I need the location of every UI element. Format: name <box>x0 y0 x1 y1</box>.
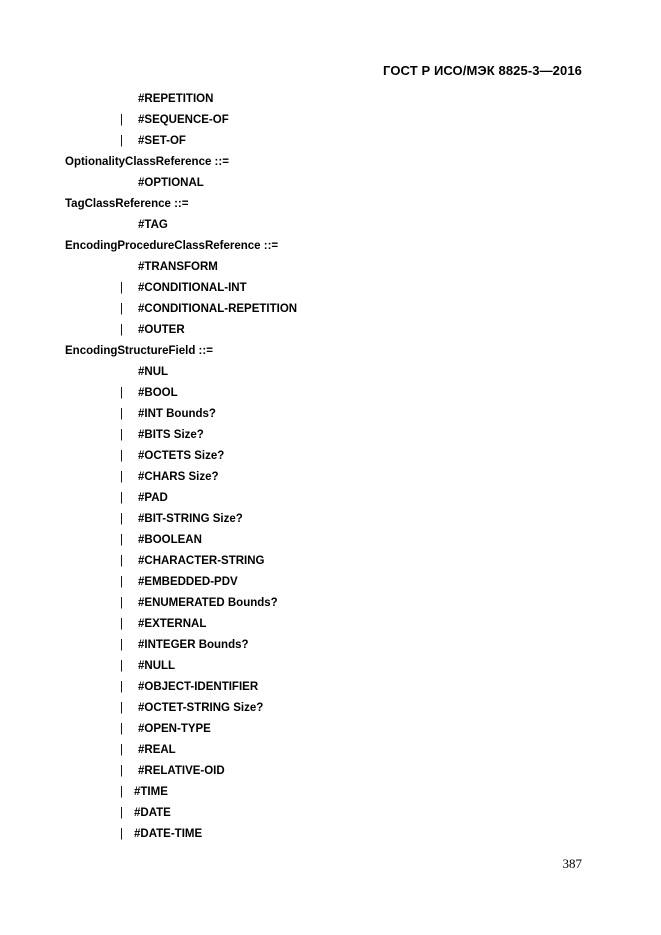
alternative-text: #CONDITIONAL-REPETITION <box>138 303 298 315</box>
alternative-line <box>0 364 661 385</box>
alternative-bar: | <box>120 639 123 651</box>
alternative-bar: | <box>120 828 123 840</box>
alternative-text: #OCTET-STRING Size? <box>138 702 264 714</box>
alternative-text: #TAG <box>138 219 168 231</box>
alternative-bar: | <box>120 681 123 693</box>
alternative-bar: | <box>120 114 123 126</box>
alternative-line <box>0 763 661 784</box>
alternative-bar: | <box>120 408 123 420</box>
alternative-text: #OPEN-TYPE <box>138 723 211 735</box>
alternative-bar: | <box>120 282 123 294</box>
alternative-text: #BITS Size? <box>138 429 204 441</box>
alternative-text: #NUL <box>138 366 169 378</box>
alternative-text: #PAD <box>138 492 168 504</box>
alternative-text: #TIME <box>134 786 168 798</box>
alternative-line <box>0 784 661 805</box>
alternative-text: #RELATIVE-OID <box>138 765 225 777</box>
alternative-text: #DATE-TIME <box>134 828 203 840</box>
alternative-text: #EXTERNAL <box>138 618 207 630</box>
alternative-line <box>0 133 661 154</box>
alternative-line <box>0 280 661 301</box>
alternative-line <box>0 742 661 763</box>
alternative-text: #CHARACTER-STRING <box>138 555 265 567</box>
alternative-text: #BOOL <box>138 387 178 399</box>
alternative-line <box>0 490 661 511</box>
alternative-text: #CONDITIONAL-INT <box>138 282 247 294</box>
alternative-text: #OCTETS Size? <box>138 450 225 462</box>
production-line <box>0 196 661 217</box>
alternative-bar: | <box>120 471 123 483</box>
alternative-line <box>0 511 661 532</box>
alternative-bar: | <box>120 135 123 147</box>
alternative-line <box>0 406 661 427</box>
alternative-line <box>0 469 661 490</box>
grammar-listing <box>0 91 661 847</box>
alternative-line <box>0 658 661 679</box>
production-name: EncodingStructureField ::= <box>65 345 213 357</box>
alternative-text: #OUTER <box>138 324 185 336</box>
alternative-line <box>0 448 661 469</box>
alternative-line <box>0 385 661 406</box>
alternative-bar: | <box>120 723 123 735</box>
alternative-line <box>0 301 661 322</box>
production-line <box>0 343 661 364</box>
production-name: EncodingProcedureClassReference ::= <box>65 240 279 252</box>
alternative-text: #INTEGER Bounds? <box>138 639 249 651</box>
production-name: TagClassReference ::= <box>65 198 189 210</box>
alternative-line <box>0 112 661 133</box>
alternative-line <box>0 175 661 196</box>
alternative-bar: | <box>120 303 123 315</box>
alternative-text: #TRANSFORM <box>138 261 218 273</box>
alternative-text: #ENUMERATED Bounds? <box>138 597 278 609</box>
alternative-line <box>0 427 661 448</box>
alternative-text: #OPTIONAL <box>138 177 204 189</box>
alternative-line <box>0 700 661 721</box>
alternative-line <box>0 322 661 343</box>
page-number: 387 <box>562 856 582 871</box>
production-name: OptionalityClassReference ::= <box>65 156 229 168</box>
alternative-text: #NULL <box>138 660 176 672</box>
alternative-text: #INT Bounds? <box>138 408 216 420</box>
alternative-line <box>0 553 661 574</box>
alternative-line <box>0 805 661 826</box>
alternative-text: #SET-OF <box>138 135 186 147</box>
alternative-bar: | <box>120 450 123 462</box>
alternative-bar: | <box>120 618 123 630</box>
production-line <box>0 154 661 175</box>
alternative-line <box>0 616 661 637</box>
alternative-line <box>0 595 661 616</box>
alternative-line <box>0 259 661 280</box>
alternative-bar: | <box>120 786 123 798</box>
alternative-bar: | <box>120 807 123 819</box>
alternative-text: #CHARS Size? <box>138 471 219 483</box>
alternative-line <box>0 91 661 112</box>
alternative-bar: | <box>120 744 123 756</box>
alternative-bar: | <box>120 534 123 546</box>
alternative-text: #SEQUENCE-OF <box>138 114 229 126</box>
alternative-text: #REPETITION <box>138 93 214 105</box>
alternative-line <box>0 721 661 742</box>
alternative-bar: | <box>120 492 123 504</box>
alternative-text: #BOOLEAN <box>138 534 202 546</box>
alternative-text: #EMBEDDED-PDV <box>138 576 238 588</box>
alternative-text: #DATE <box>134 807 171 819</box>
alternative-bar: | <box>120 702 123 714</box>
alternative-bar: | <box>120 597 123 609</box>
alternative-line <box>0 217 661 238</box>
alternative-bar: | <box>120 765 123 777</box>
alternative-line <box>0 826 661 847</box>
alternative-bar: | <box>120 387 123 399</box>
alternative-bar: | <box>120 513 123 525</box>
alternative-bar: | <box>120 429 123 441</box>
alternative-line <box>0 532 661 553</box>
production-line <box>0 238 661 259</box>
alternative-text: #BIT-STRING Size? <box>138 513 243 525</box>
alternative-bar: | <box>120 576 123 588</box>
alternative-text: #OBJECT-IDENTIFIER <box>138 681 259 693</box>
document-header: ГОСТ Р ИСО/МЭК 8825-3—2016 <box>383 63 582 78</box>
alternative-text: #REAL <box>138 744 176 756</box>
alternative-bar: | <box>120 555 123 567</box>
alternative-line <box>0 637 661 658</box>
alternative-bar: | <box>120 660 123 672</box>
alternative-line <box>0 679 661 700</box>
alternative-line <box>0 574 661 595</box>
alternative-bar: | <box>120 324 123 336</box>
